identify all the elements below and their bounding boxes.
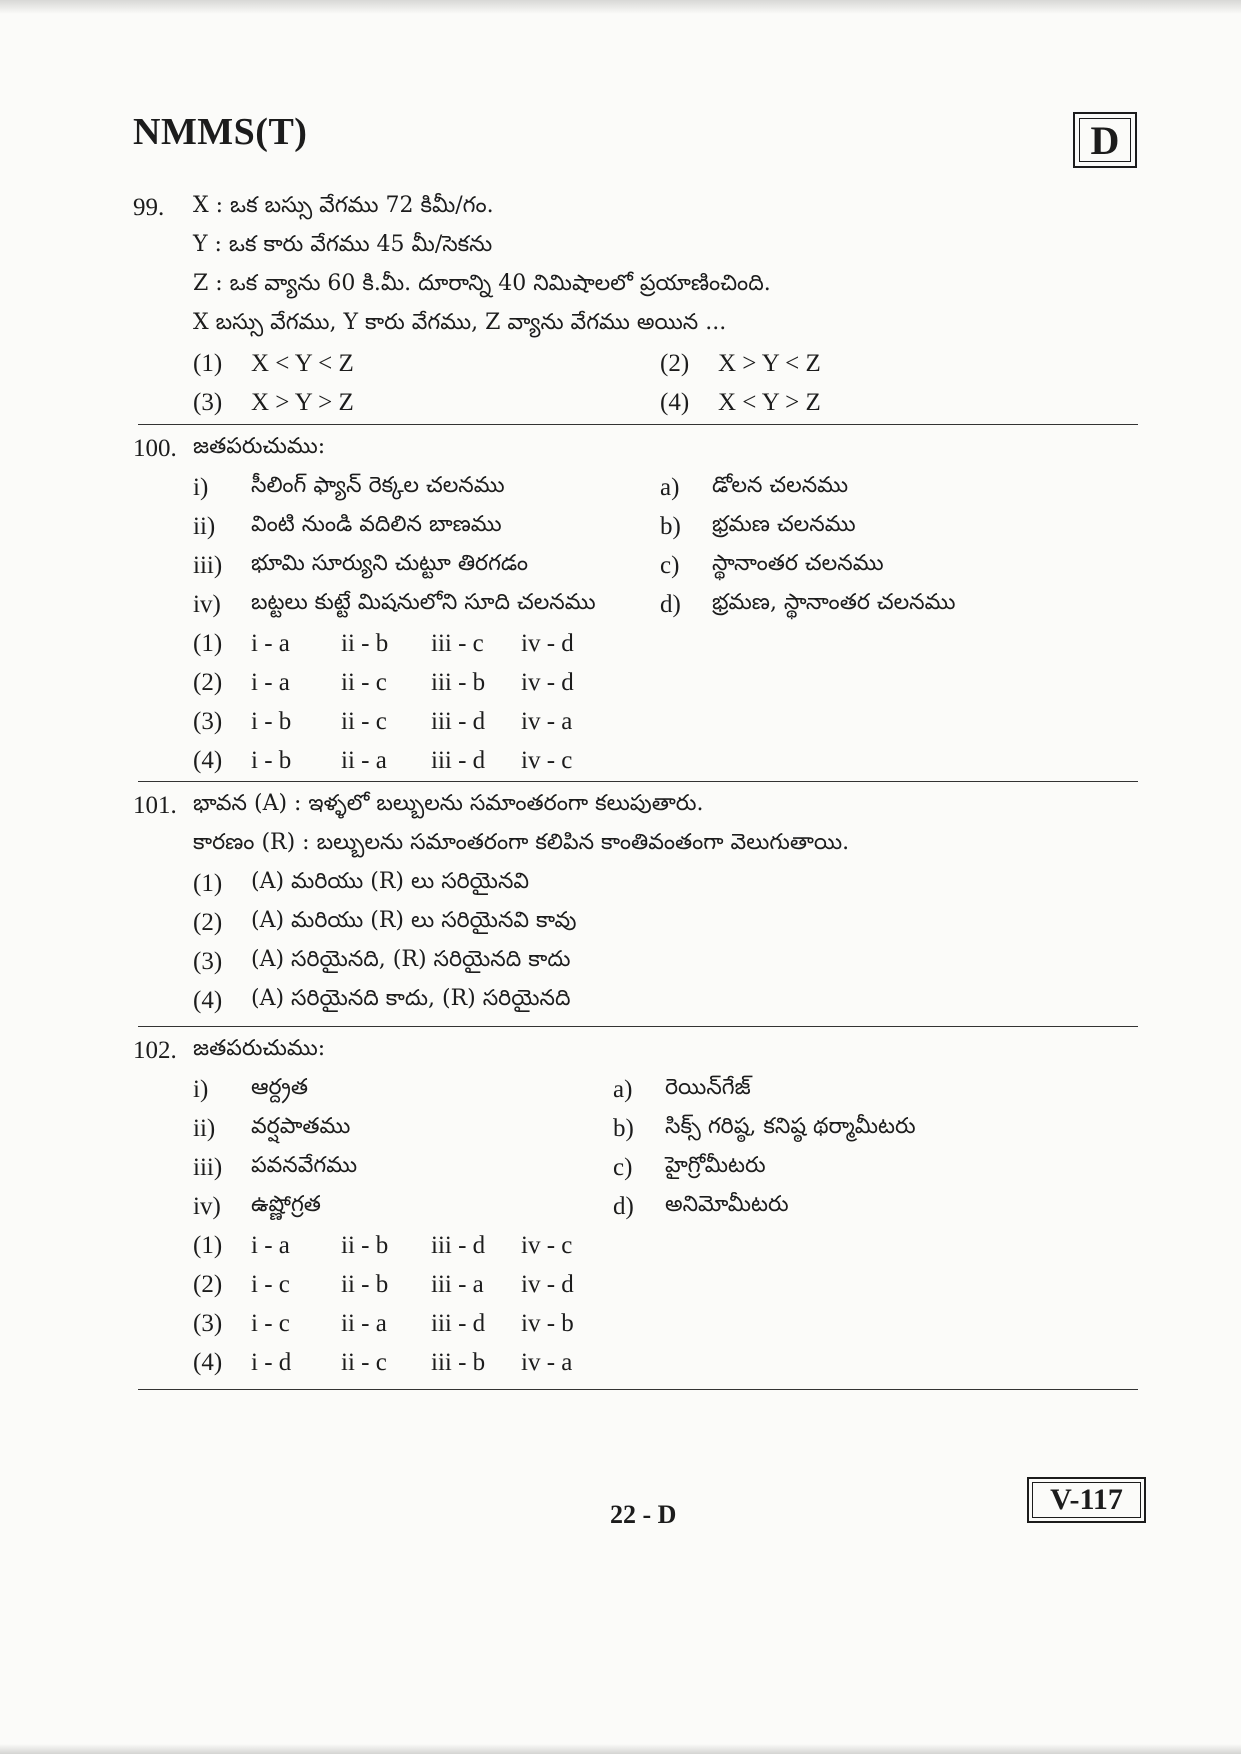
- pair: i - a: [251, 629, 290, 657]
- option-text: (A) మరియు (R) లు సరియైనవి కావు: [251, 907, 577, 933]
- option-number: (4): [193, 986, 223, 1014]
- question-stem: జతపరుచుము:: [193, 1035, 326, 1061]
- divider: [138, 781, 1138, 782]
- right-item: భ్రమణ, స్థానాంతర చలనము: [712, 589, 956, 615]
- left-label: i): [193, 1075, 209, 1103]
- option-number: (3): [193, 388, 223, 416]
- pair: iii - a: [431, 1270, 484, 1298]
- right-item: అనిమోమీటరు: [665, 1191, 789, 1217]
- question-99: [133, 188, 1143, 422]
- option: [660, 389, 821, 417]
- question-102: [133, 1031, 1143, 1382]
- right-label: c): [660, 551, 680, 579]
- option: [133, 981, 1143, 1020]
- option: [133, 741, 1143, 780]
- pair: iii - d: [431, 1231, 486, 1259]
- question-number: 99.: [133, 193, 165, 221]
- scan-bottom-edge: [0, 1744, 1241, 1754]
- right-item: రెయిన్‌గేజ్: [665, 1074, 751, 1100]
- option: [193, 350, 660, 378]
- pair: ii - a: [341, 746, 387, 774]
- pair: ii - b: [341, 629, 389, 657]
- match-row: [133, 546, 1143, 585]
- pair: iv - a: [521, 1348, 573, 1376]
- right-item: డోలన చలనము: [712, 472, 849, 498]
- reason: కారణం (R) : బల్బులను సమాంతరంగా కలిపిన కాంతివంతంగా వెలుగుతాయి.: [193, 829, 850, 855]
- match-row: [133, 1070, 1143, 1109]
- option-text: X < Y < Z: [251, 349, 354, 377]
- option-number: (4): [660, 388, 690, 416]
- option-number: (3): [193, 707, 223, 735]
- pair: iv - b: [521, 1309, 574, 1337]
- left-item: వర్షపాతము: [251, 1113, 351, 1139]
- pair: i - a: [251, 1231, 290, 1259]
- option: [133, 1343, 1143, 1382]
- right-label: d): [660, 590, 681, 618]
- left-item: ఆర్ద్రత: [251, 1074, 308, 1100]
- pair: ii - c: [341, 707, 387, 735]
- option-number: (2): [193, 1270, 223, 1298]
- question-number: 102.: [133, 1036, 177, 1064]
- left-item: వింటి నుండి వదిలిన బాణము: [251, 511, 502, 537]
- right-item: హైగ్రోమీటరు: [665, 1152, 766, 1178]
- booklet-code-box: [1027, 1477, 1146, 1523]
- left-label: ii): [193, 1114, 216, 1142]
- pair: iv - c: [521, 746, 573, 774]
- option: [133, 864, 1143, 903]
- pair: iv - d: [521, 668, 574, 696]
- match-row: [133, 1109, 1143, 1148]
- divider: [138, 424, 1138, 425]
- match-row: [133, 468, 1143, 507]
- divider: [138, 1026, 1138, 1027]
- pair: ii - b: [341, 1270, 389, 1298]
- option: [133, 1265, 1143, 1304]
- option-number: (1): [193, 629, 223, 657]
- divider: [138, 1389, 1138, 1390]
- pair: ii - c: [341, 668, 387, 696]
- pair: iii - d: [431, 746, 486, 774]
- set-letter: D: [1079, 118, 1131, 162]
- pair: ii - a: [341, 1309, 387, 1337]
- pair: i - b: [251, 746, 292, 774]
- option: [133, 624, 1143, 663]
- pair: iii - b: [431, 668, 486, 696]
- assertion: భావన (A) : ఇళ్ళలో బల్బులను సమాంతరంగా కలుపుతారు.: [193, 790, 704, 816]
- question-100: [133, 429, 1143, 780]
- pair: iv - d: [521, 1270, 574, 1298]
- option: [133, 702, 1143, 741]
- pair: iv - d: [521, 629, 574, 657]
- question-number: 101.: [133, 791, 177, 819]
- right-item: సిక్స్ గరిష్ఠ, కనిష్ఠ థర్మామీటరు: [665, 1113, 916, 1139]
- left-label: iii): [193, 1153, 223, 1181]
- right-item: స్థానాంతర చలనము: [712, 550, 884, 576]
- right-item: భ్రమణ చలనము: [712, 511, 856, 537]
- option-number: (3): [193, 1309, 223, 1337]
- right-label: c): [613, 1153, 633, 1181]
- left-item: సీలింగ్ ఫ్యాన్ రెక్కల చలనము: [251, 472, 505, 498]
- pair: iii - d: [431, 1309, 486, 1337]
- right-label: b): [660, 512, 681, 540]
- right-label: b): [613, 1114, 634, 1142]
- question-line: X : ఒక బస్సు వేగము 72 కిమీ/గం.: [193, 192, 494, 218]
- exam-code: NMMS(T): [133, 111, 308, 153]
- left-label: iv): [193, 1192, 221, 1220]
- option: [193, 389, 660, 417]
- right-label: a): [660, 473, 680, 501]
- question-number: 100.: [133, 434, 177, 462]
- left-label: iv): [193, 590, 221, 618]
- left-item: ఉష్ణోగ్రత: [251, 1191, 321, 1217]
- option: [133, 903, 1143, 942]
- pair: iii - b: [431, 1348, 486, 1376]
- option-number: (2): [660, 349, 690, 377]
- set-letter-box: [1073, 112, 1137, 168]
- option-text: X > Y > Z: [251, 388, 354, 416]
- left-item: భూమి సూర్యుని చుట్టూ తిరగడం: [251, 550, 529, 576]
- pair: i - c: [251, 1270, 290, 1298]
- option-number: (2): [193, 668, 223, 696]
- option: [133, 663, 1143, 702]
- match-row: [133, 585, 1143, 624]
- option-number: (4): [193, 1348, 223, 1376]
- booklet-code: V-117: [1032, 1482, 1141, 1518]
- match-row: [133, 507, 1143, 546]
- pair: iii - c: [431, 629, 484, 657]
- pair: iv - a: [521, 707, 573, 735]
- option-number: (1): [193, 349, 223, 377]
- question-line: Z : ఒక వ్యాను 60 కి.మీ. దూరాన్ని 40 నిమిషాలలో ప్రయాణించింది.: [193, 270, 771, 296]
- option-number: (1): [193, 1231, 223, 1259]
- pair: iv - c: [521, 1231, 573, 1259]
- option-text: X > Y < Z: [718, 349, 821, 377]
- scan-top-edge: [0, 0, 1241, 14]
- option-text: (A) మరియు (R) లు సరియైనవి: [251, 868, 530, 894]
- option: [133, 1226, 1143, 1265]
- pair: i - b: [251, 707, 292, 735]
- match-row: [133, 1148, 1143, 1187]
- question-101: [133, 786, 1143, 1020]
- left-item: పవనవేగము: [251, 1152, 358, 1178]
- right-label: d): [613, 1192, 634, 1220]
- option: [660, 350, 821, 378]
- left-label: i): [193, 473, 209, 501]
- pair: i - a: [251, 668, 290, 696]
- option-number: (1): [193, 869, 223, 897]
- match-row: [133, 1187, 1143, 1226]
- question-stem: జతపరుచుము:: [193, 433, 326, 459]
- option-text: X < Y > Z: [718, 388, 821, 416]
- pair: i - d: [251, 1348, 292, 1376]
- pair: ii - b: [341, 1231, 389, 1259]
- pair: ii - c: [341, 1348, 387, 1376]
- option-number: (4): [193, 746, 223, 774]
- option-number: (3): [193, 947, 223, 975]
- option: [133, 942, 1143, 981]
- option-text: (A) సరియైనది, (R) సరియైనది కాదు: [251, 946, 571, 972]
- left-label: ii): [193, 512, 216, 540]
- option-number: (2): [193, 908, 223, 936]
- option-text: (A) సరియైనది కాదు, (R) సరియైనది: [251, 985, 571, 1011]
- question-line: X బస్సు వేగము, Y కారు వేగము, Z వ్యాను వేగము అయిన ...: [193, 309, 727, 335]
- page-number: 22 - D: [610, 1500, 677, 1529]
- question-line: Y : ఒక కారు వేగము 45 మీ/సెకను: [193, 231, 493, 257]
- pair: i - c: [251, 1309, 290, 1337]
- left-item: బట్టలు కుట్టే మిషనులోని సూది చలనము: [251, 589, 596, 615]
- left-label: iii): [193, 551, 223, 579]
- option: [133, 1304, 1143, 1343]
- pair: iii - d: [431, 707, 486, 735]
- right-label: a): [613, 1075, 633, 1103]
